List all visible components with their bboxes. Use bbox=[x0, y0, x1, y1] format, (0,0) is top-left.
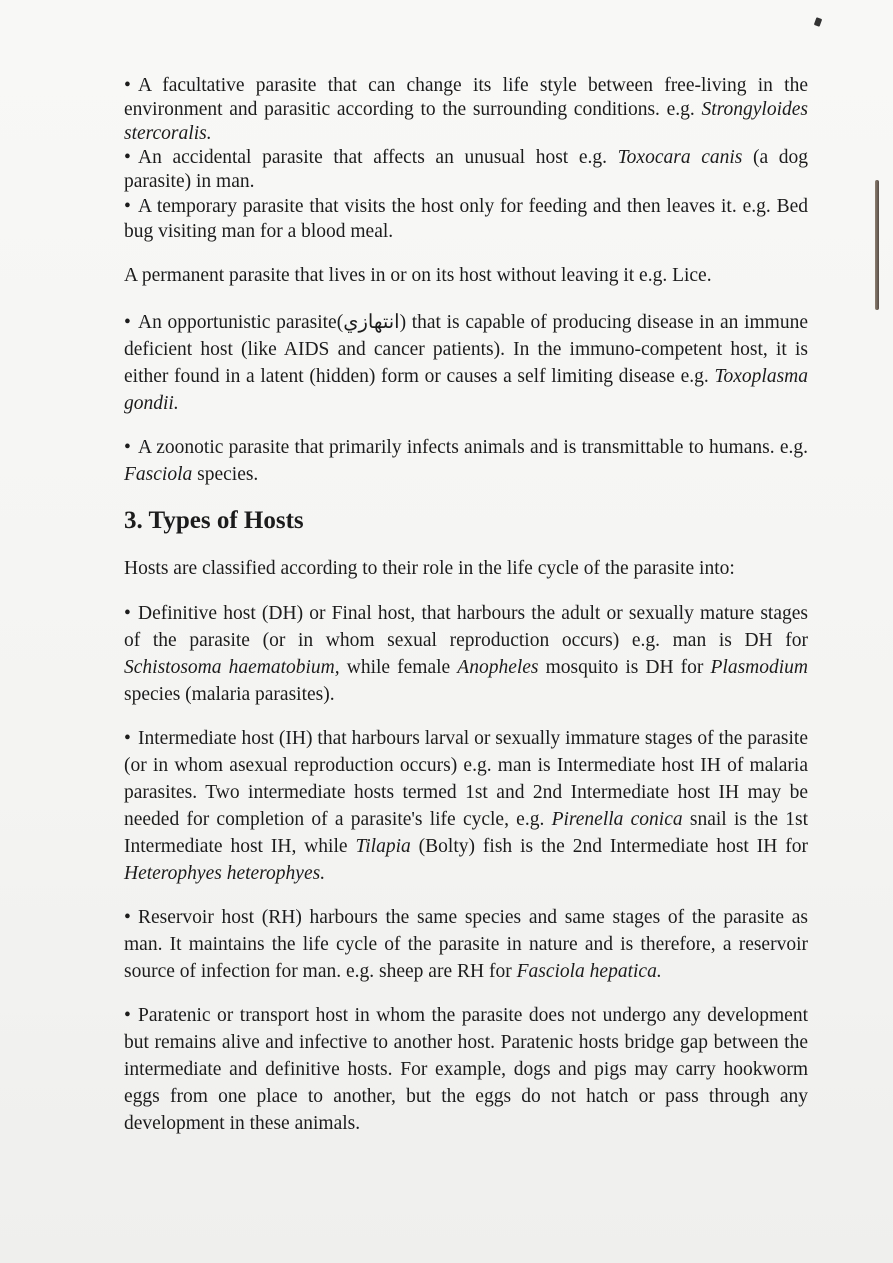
reservoir-text: Reservoir host (RH) harbours the same species and same stages of the parasite as man. It maintains the life cycle of the parasite in nature and is therefore, a reservoir source of infection for man. e.g. sheep are RH for bbox=[124, 907, 808, 982]
bullet: • bbox=[124, 907, 131, 928]
definitive-species-1: Schistosoma haematobium, bbox=[124, 657, 340, 678]
bullet: • bbox=[124, 437, 131, 458]
zoonotic-species: Fasciola bbox=[124, 464, 193, 485]
permanent-parasite-paragraph bbox=[124, 262, 808, 289]
definitive-text-2: while female bbox=[339, 657, 458, 678]
permanent-text: A permanent parasite that lives in or on its host without leaving it e.g. Lice. bbox=[124, 265, 712, 286]
temporary-parasite-paragraph bbox=[124, 194, 808, 244]
zoonotic-parasite-paragraph bbox=[124, 434, 808, 488]
intermediate-text-3: (Bolty) fish is the 2nd Intermediate host IH for bbox=[410, 836, 808, 857]
definitive-text-1: Definitive host (DH) or Final host, that harbours the adult or sexually mature stages of the parasite (or in whom sexual reproduction occurs) e.g. man is DH for bbox=[124, 603, 808, 651]
zoonotic-tail: species. bbox=[192, 464, 259, 485]
facultative-parasite-paragraph bbox=[124, 74, 808, 146]
temporary-text: A temporary parasite that visits the host only for feeding and then leaves it. e.g. Bed bug visiting man for a blood meal. bbox=[124, 196, 808, 242]
accidental-text: An accidental parasite that affects an unusual host e.g. bbox=[138, 147, 618, 168]
accidental-tail: (a dog parasite) in man. bbox=[124, 147, 808, 192]
intermediate-text-1: Intermediate host (IH) that harbours larval or sexually immature stages of the parasite (or in whom asexual reproduction occurs) e.g. man is Intermediate host IH of malaria parasites. Two intermediate hosts termed 1st and 2nd Intermediate host IH may be needed for completion of a parasite's life cycle, e.g. bbox=[124, 728, 808, 830]
bullet: • bbox=[124, 312, 131, 333]
accidental-parasite-paragraph bbox=[124, 146, 808, 194]
intermediate-host-paragraph bbox=[124, 725, 808, 887]
definitive-text-4: species (malaria parasites). bbox=[124, 684, 335, 705]
reservoir-species: Fasciola hepatica. bbox=[516, 961, 662, 982]
accidental-species: Toxocara canis bbox=[617, 147, 743, 168]
bullet: • bbox=[124, 1005, 131, 1026]
paratenic-text: Paratenic or transport host in whom the parasite does not undergo any development but remains alive and infective to another host. Paratenic hosts bridge gap between the intermediate and definitive hosts. For example, dogs and pigs may carry hookworm eggs from one place to another, but the eggs do not hatch or pass through any development in these animals. bbox=[124, 1005, 808, 1134]
facultative-species: Strongyloides stercoralis. bbox=[124, 99, 808, 144]
zoonotic-text: A zoonotic parasite that primarily infects animals and is transmittable to humans. e.g. bbox=[138, 437, 808, 458]
bullet: • bbox=[124, 75, 131, 96]
opportunistic-species: Toxoplasma gondii. bbox=[124, 366, 808, 414]
bullet: • bbox=[124, 196, 131, 217]
intermediate-species-1: Pirenella conica bbox=[551, 809, 683, 830]
section-heading: 3. Types of Hosts bbox=[124, 507, 304, 534]
reservoir-host-paragraph bbox=[124, 904, 808, 985]
hosts-intro: Hosts are classified according to their role in the life cycle of the parasite into: bbox=[124, 558, 735, 579]
definitive-species-3: Plasmodium bbox=[710, 657, 809, 678]
paratenic-host-paragraph bbox=[124, 1002, 808, 1137]
definitive-species-2: Anopheles bbox=[457, 657, 539, 678]
opportunistic-text: An opportunistic parasite(انتهازي) that is capable of producing disease in an immune deficient host (like AIDS and cancer patients). In the immuno-competent host, it is either found in a latent (hidden) form or causes a self limiting disease e.g. bbox=[124, 312, 808, 387]
bullet: • bbox=[124, 147, 131, 168]
intermediate-text-2: snail is the 1st Intermediate host IH, while bbox=[124, 809, 808, 857]
intermediate-species-3: Heterophyes heterophyes. bbox=[124, 863, 326, 884]
definitive-host-paragraph bbox=[124, 600, 808, 708]
facultative-text: A facultative parasite that can change its life style between free-living in the environment and parasitic according to the surrounding conditions. e.g. bbox=[124, 75, 808, 120]
opportunistic-parasite-paragraph bbox=[124, 309, 808, 417]
intermediate-species-2: Tilapia bbox=[355, 836, 411, 857]
definitive-text-3: mosquito is DH for bbox=[538, 657, 711, 678]
page-content bbox=[124, 74, 808, 1154]
bullet: • bbox=[124, 603, 131, 624]
bullet: • bbox=[124, 728, 131, 749]
page-corner-mark bbox=[814, 17, 822, 27]
page-edge-shadow bbox=[875, 180, 879, 310]
